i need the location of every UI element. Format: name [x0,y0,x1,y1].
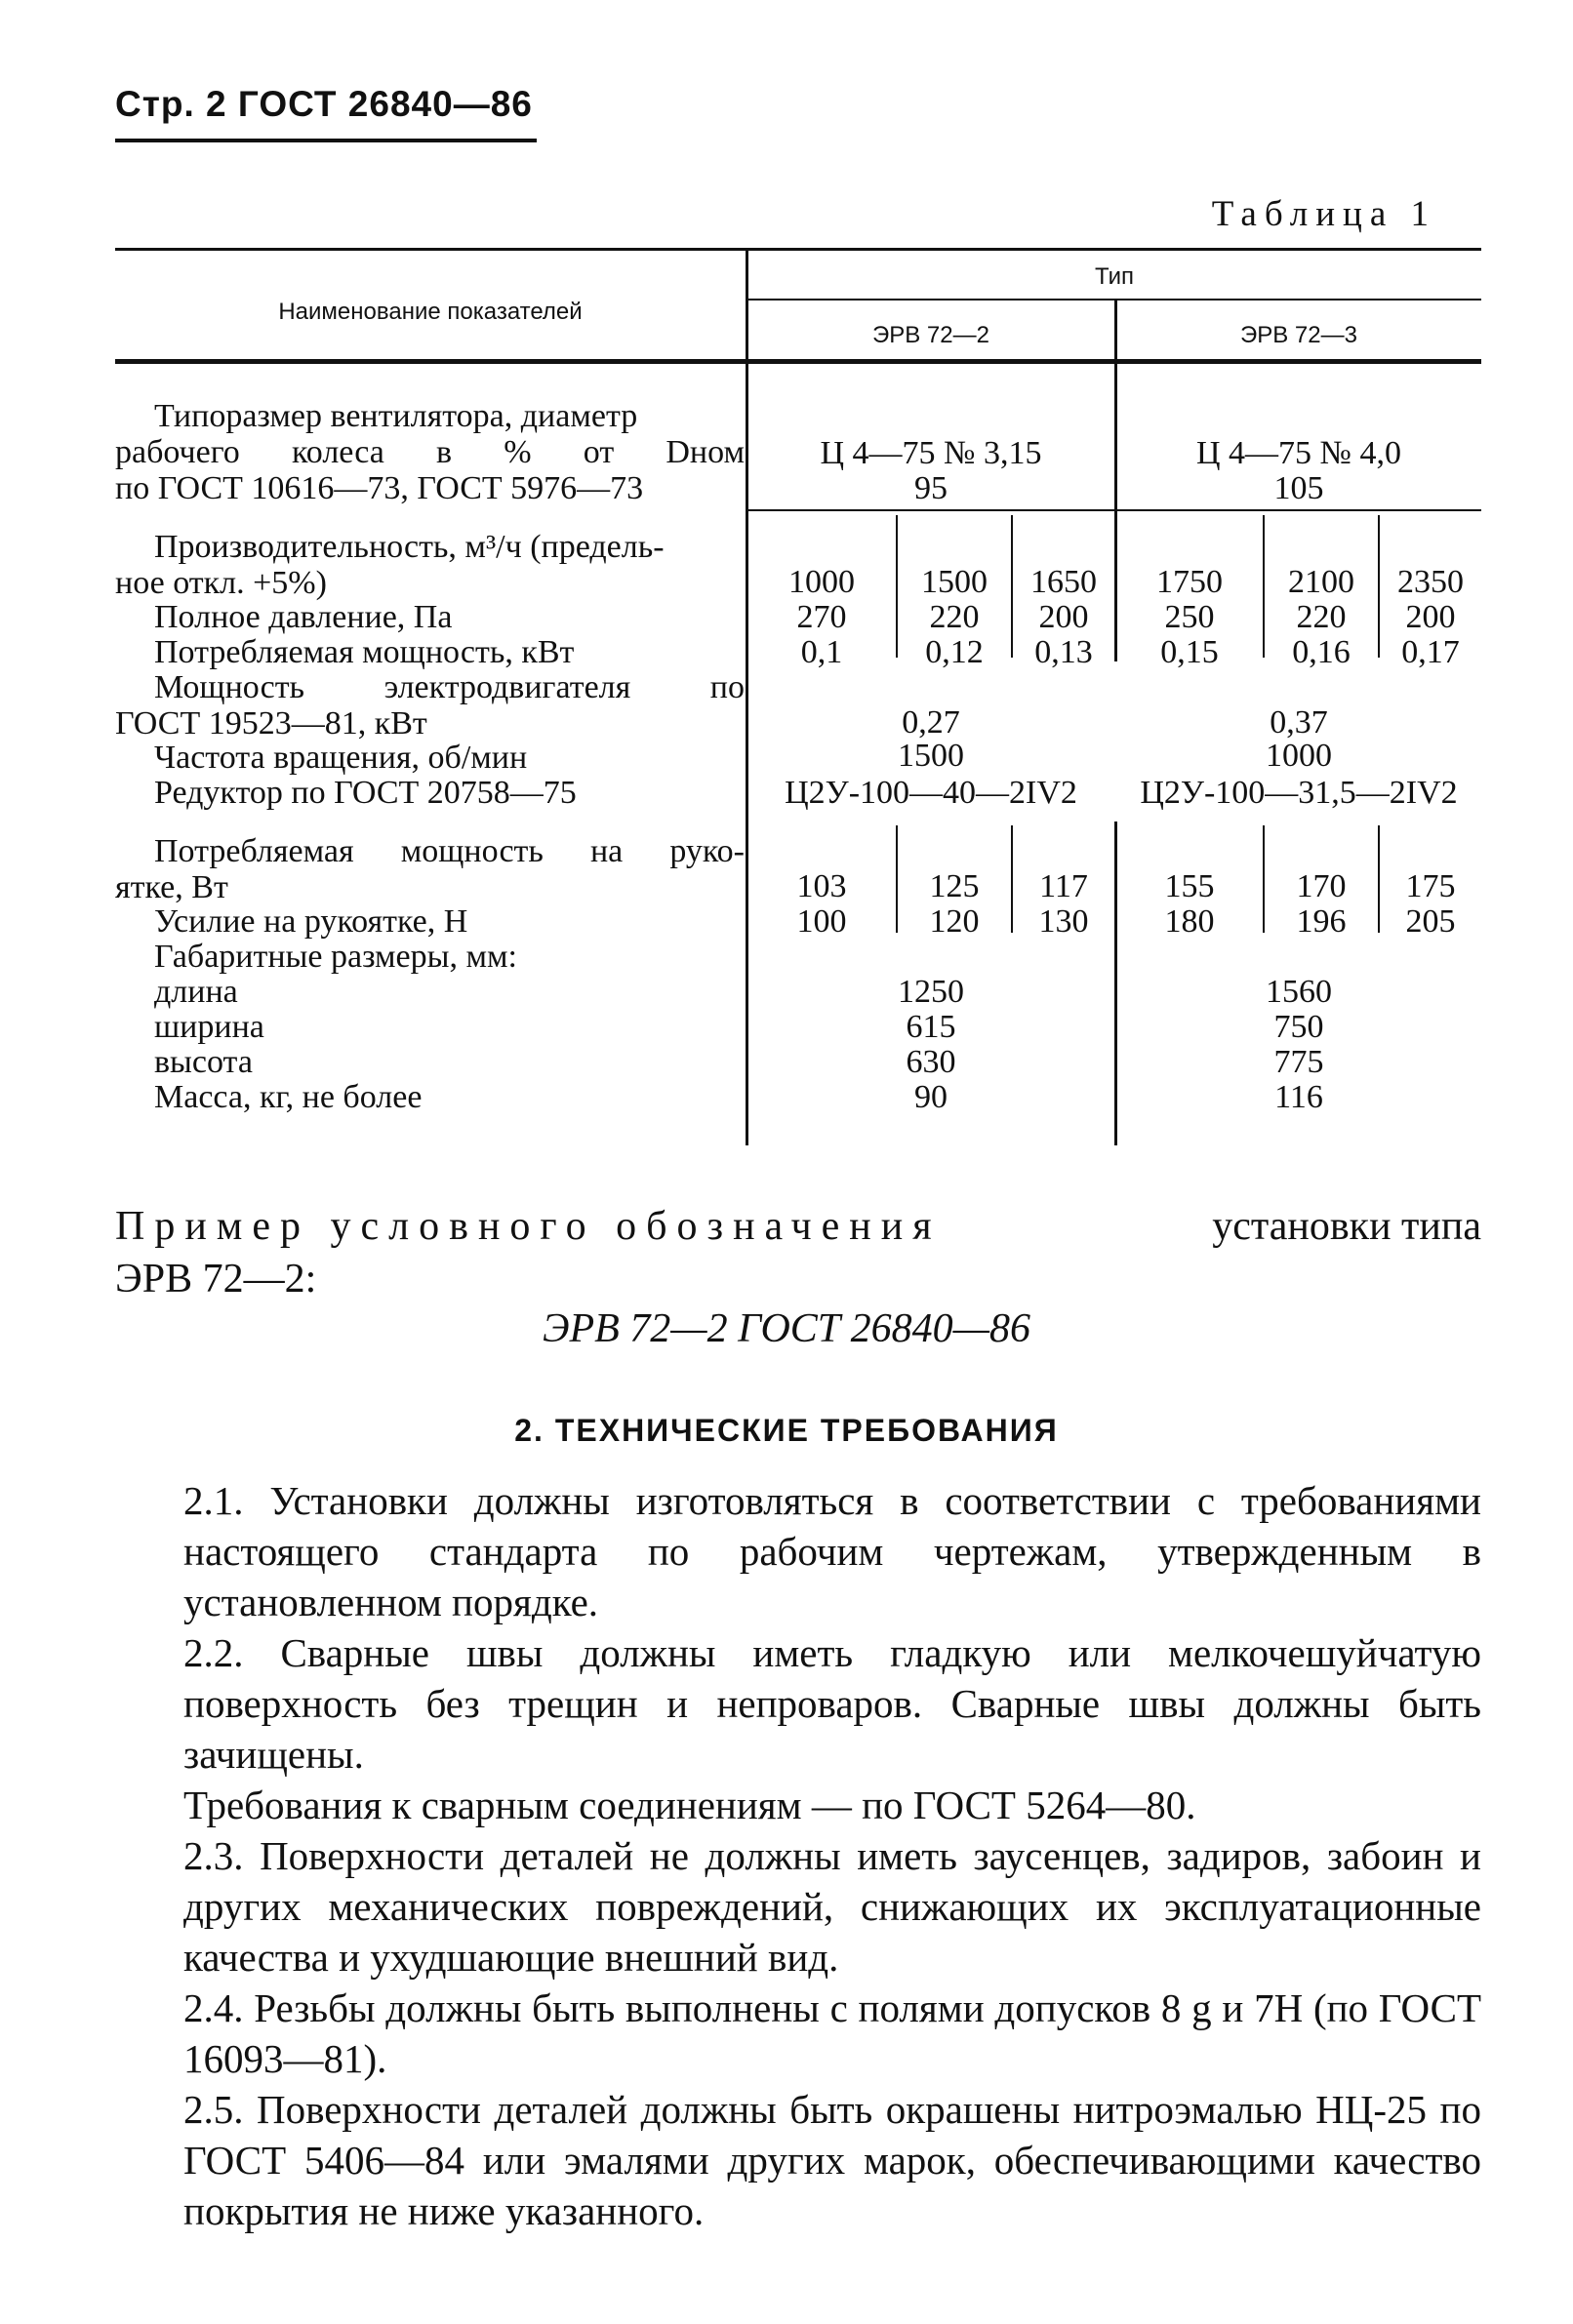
handle-power-value: 125 [929,868,980,904]
row-label-force: Усилие на рукоятке, Н [154,903,468,940]
mass-value-erv-72-2: 90 [914,1079,948,1115]
paragraph-2-5: 2.5. Поверхности деталей должны быть окрашены нитроэмалью НЦ-25 по ГОСТ 5406—84 или эмалями других марок, обеспечивающими качество покрытия не ниже указанного. [183,2087,1481,2233]
section-title: 2. ТЕХНИЧЕСКИЕ ТРЕБОВАНИЯ [514,1413,1059,1448]
power-value: 0,16 [1292,634,1351,670]
pressure-value: 270 [796,599,847,635]
perf-value: 1000 [788,564,855,600]
size-value-erv-72-3-diam: 105 [1273,470,1324,506]
paragraph-2-4: 2.4. Резьбы должны быть выполнены с полями допусков 8 g и 7Н (по ГОСТ 16093—81). [183,1985,1481,2081]
example-lead-text: Пример условного обозначения [115,1204,942,1249]
force-value: 130 [1038,903,1089,940]
perf-value: 1500 [921,564,988,600]
row-label-length: длина [154,974,238,1010]
perf-value: 1750 [1156,564,1223,600]
pressure-value: 220 [929,599,980,635]
specs-table [115,248,1481,1145]
row-label-performance: Производительность, м³/ч (предель- ное откл. +5%) [115,529,665,601]
paragraph-2-1: 2.1. Установки должны изготовляться в соответствии с требованиями настоящего стандарта по рабочим чертежам, утвержденным в установленном порядке. [183,1478,1481,1624]
height-value-erv-72-3: 775 [1273,1044,1324,1080]
row-label-handle-power: Потребляемая мощность на руко- ятке, Вт [115,833,745,905]
paragraph-2-2: 2.2. Сварные швы должны иметь гладкую или мелкочешуйчатую поверхность без трещин и непроваров. Сварные швы должны быть зачищены. [183,1630,1481,1777]
table-header-double-rule [115,359,1481,364]
size-value-erv-72-2-diam: 95 [914,470,948,506]
pressure-value: 220 [1296,599,1347,635]
page-header: Стр. 2 ГОСТ 26840—86 [115,84,533,124]
paragraph-welds: Требования к сварным соединениям — по ГОСТ 5264—80. [183,1783,1196,1827]
row-label-frequency: Частота вращения, об/мин [154,740,528,776]
motor-value-erv-72-2: 0,27 [902,704,960,741]
width-value-erv-72-3: 750 [1273,1009,1324,1045]
power-value: 0,15 [1160,634,1219,670]
row-label-size: Типоразмер вентилятора, диаметр рабочего колеса в % от Dном по ГОСТ 10616—73, ГОСТ 5976—73 [115,398,745,506]
handle-power-value: 117 [1039,868,1088,904]
row-label-pressure: Полное давление, Па [154,599,453,635]
example-lead-end: ЭРВ 72—2: [115,1257,317,1302]
perf-value: 2100 [1288,564,1354,600]
width-value-erv-72-2: 615 [906,1009,956,1045]
perf-value: 1650 [1030,564,1097,600]
force-value: 196 [1296,903,1347,940]
reducer-value-erv-72-2: Ц2У-100—40—2IV2 [785,775,1077,811]
freq-value-erv-72-3: 1000 [1266,738,1332,774]
power-value: 0,13 [1034,634,1093,670]
mass-value-erv-72-3: 116 [1274,1079,1323,1115]
row-label-mass: Масса, кг, не более [154,1079,423,1115]
pressure-value: 200 [1038,599,1089,635]
row-label-power: Потребляемая мощность, кВт [154,634,575,670]
handle-power-value: 170 [1296,868,1347,904]
example-designation: ЭРВ 72—2 ГОСТ 26840—86 [542,1306,1031,1351]
col-header-erv-72-3: ЭРВ 72—3 [1240,322,1357,348]
row-label-reducer: Редуктор по ГОСТ 20758—75 [154,775,577,811]
height-value-erv-72-2: 630 [906,1044,956,1080]
size-value-erv-72-2: Ц 4—75 № 3,15 [820,435,1042,471]
reducer-value-erv-72-3: Ц2У-100—31,5—2IV2 [1140,775,1458,811]
power-value: 0,1 [800,634,843,670]
size-value-erv-72-3: Ц 4—75 № 4,0 [1196,435,1401,471]
perf-value: 2350 [1397,564,1464,600]
row-label-width: ширина [154,1009,264,1045]
force-value: 100 [796,903,847,940]
header-rule [115,139,537,142]
example-lead [115,1200,1481,1305]
table-top-rule [115,248,1481,251]
length-value-erv-72-2: 1250 [898,974,964,1010]
table-caption: Таблица 1 [1211,194,1436,234]
length-value-erv-72-3: 1560 [1266,974,1332,1010]
row-label-height: высота [154,1044,253,1080]
pressure-value: 200 [1405,599,1456,635]
freq-value-erv-72-2: 1500 [898,738,964,774]
handle-power-value: 155 [1164,868,1215,904]
handle-power-value: 175 [1405,868,1456,904]
col-header-erv-72-2: ЭРВ 72—2 [872,322,989,348]
force-value: 120 [929,903,980,940]
col-header-type: Тип [1094,263,1134,290]
row-label-motor: Мощность электродвигателя по ГОСТ 19523—81, кВт [115,669,745,741]
pressure-value: 250 [1164,599,1215,635]
motor-value-erv-72-3: 0,37 [1270,704,1328,741]
paragraph-2-3: 2.3. Поверхности деталей не должны иметь заусенцев, задиров, забоин и других механических повреждений, снижающих их эксплуатационные качества и ухудшающие внешний вид. [183,1833,1481,1980]
col-header-indicators: Наименование показателей [278,299,583,325]
power-value: 0,17 [1401,634,1460,670]
row-label-dimensions: Габаритные размеры, мм: [154,939,517,975]
handle-power-value: 103 [796,868,847,904]
force-value: 180 [1164,903,1215,940]
power-value: 0,12 [925,634,984,670]
force-value: 205 [1405,903,1456,940]
example-lead-right: установки типа [1212,1204,1481,1249]
